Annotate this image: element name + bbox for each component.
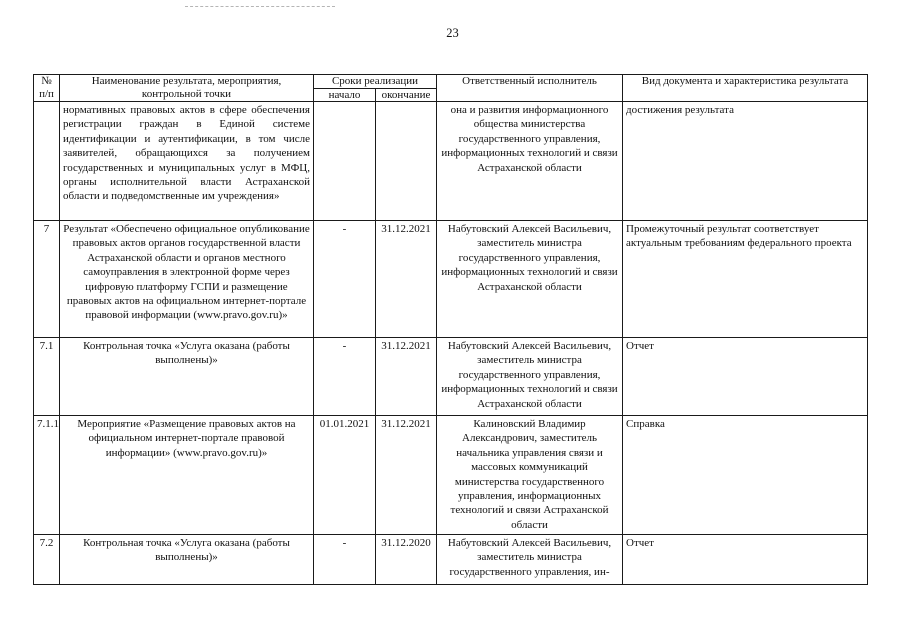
row-name: Контрольная точка «Услуга оказана (работы выполнены)»	[60, 535, 314, 585]
row-responsible: Набутовский Алексей Васильевич, заместитель министра государственного управления, информационных технологий и связи Астраханской области	[437, 338, 623, 416]
row-num: 7.1.1	[34, 416, 60, 535]
row-responsible: она и развития информационного общества министерства государственного управления, информационных технологий и связи Астраханской области	[437, 102, 623, 221]
row-document: Справка	[623, 416, 868, 535]
header-terms: Сроки реализации	[314, 75, 437, 89]
row-start: -	[314, 221, 376, 338]
header-end: окончание	[376, 88, 437, 102]
table-row	[34, 338, 868, 416]
row-responsible: Набутовский Алексей Васильевич, заместитель министра государственного управления, ин-	[437, 535, 623, 585]
row-num	[34, 102, 60, 221]
scan-artifact-line	[185, 6, 335, 7]
row-end: 31.12.2021	[376, 416, 437, 535]
header-num: № п/п	[34, 75, 60, 102]
row-name: Мероприятие «Размещение правовых актов на официальном интернет-портале правовой информации» (www.pravo.gov.ru)»	[60, 416, 314, 535]
row-responsible: Калиновский Владимир Александрович, заместитель начальника управления связи и массовых коммуникаций министерства государственного управления, информационных технологий и связи Астраханской области	[437, 416, 623, 535]
row-start: -	[314, 535, 376, 585]
header-document: Вид документа и характеристика результата	[623, 75, 868, 102]
table-row	[34, 416, 868, 535]
row-responsible: Набутовский Алексей Васильевич, заместитель министра государственного управления, информационных технологий и связи Астраханской области	[437, 221, 623, 338]
header-start: начало	[314, 88, 376, 102]
row-end	[376, 102, 437, 221]
row-start: -	[314, 338, 376, 416]
row-end: 31.12.2020	[376, 535, 437, 585]
header-name: Наименование результата, мероприятия, контрольной точки	[60, 75, 314, 102]
row-document: Промежуточный результат соответствует актуальным требованиям федерального проекта	[623, 221, 868, 338]
row-start: 01.01.2021	[314, 416, 376, 535]
table-row	[34, 102, 868, 221]
table-row	[34, 221, 868, 338]
row-end: 31.12.2021	[376, 338, 437, 416]
page-number: 23	[446, 26, 459, 40]
implementation-plan-table	[33, 74, 868, 585]
row-document: Отчет	[623, 338, 868, 416]
row-document: достижения результата	[623, 102, 868, 221]
row-start	[314, 102, 376, 221]
row-name: Контрольная точка «Услуга оказана (работы выполнены)»	[60, 338, 314, 416]
row-document: Отчет	[623, 535, 868, 585]
row-num: 7.2	[34, 535, 60, 585]
row-name: нормативных правовых актов в сфере обеспечения регистрации граждан в Единой системе идентификации и аутентификации, в том числе заявителей, обращающихся за получением государственных и муниципальных услуг в МФЦ, органы исполнительной власти Астраханской области и подведомственные им учреждения»	[60, 102, 314, 221]
header-row	[34, 75, 868, 89]
header-responsible: Ответственный исполнитель	[437, 75, 623, 102]
row-name: Результат «Обеспечено официальное опубликование правовых актов органов государственной власти Астраханской области и органов местного самоуправления в электронной форме через цифровую платформу ГСПИ и размещение правовых актов на официальном интернет-портале правовой информации (www.pravo.gov.ru)»	[60, 221, 314, 338]
row-end: 31.12.2021	[376, 221, 437, 338]
row-num: 7	[34, 221, 60, 338]
row-num: 7.1	[34, 338, 60, 416]
table-row	[34, 535, 868, 585]
